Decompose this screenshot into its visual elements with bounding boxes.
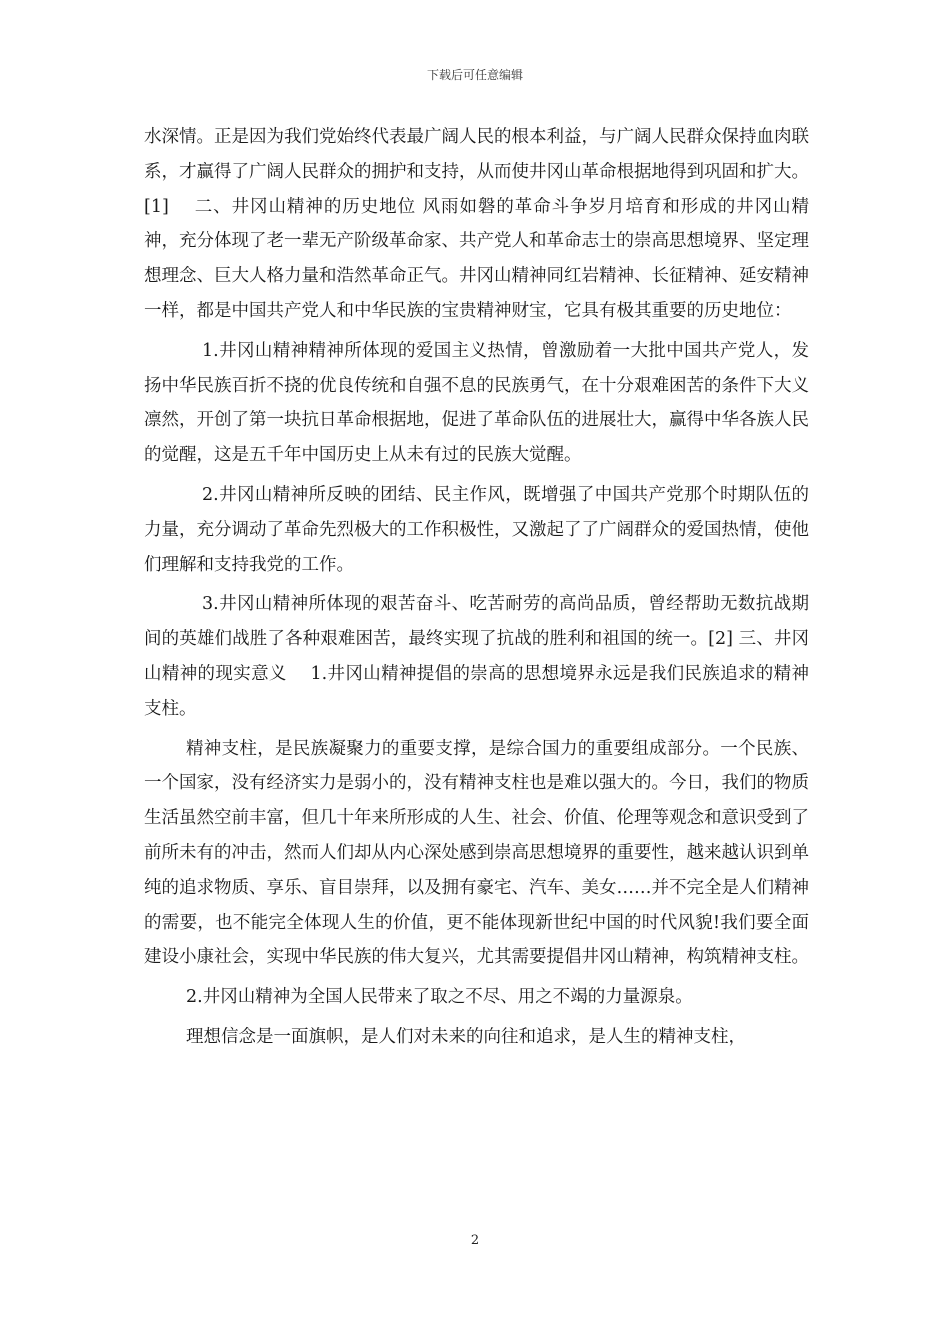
paragraph-ideals: 理想信念是一面旗帜，是人们对未来的向往和追求，是人生的精神支柱， (186, 1026, 746, 1047)
paragraph-power-source: 2.井冈山精神为全国人民带来了取之不尽、用之不竭的力量源泉。 (186, 987, 693, 1008)
page-header-note: 下载后可任意编辑 (426, 68, 523, 82)
document-body (144, 120, 809, 1060)
paragraph-spiritual-pillar: 精神支柱，是民族凝聚力的重要支撑，是综合国力的重要组成部分。一个民族、一个国家，没有经济实力是弱小的，没有精神支柱也是难以强大的。今日，我们的物质生活虽然空前丰富，但几十年来所形成的人生、社会、价值、伦理等观念和意识受到了前所未有的冲击，然而人们却从内心深处感到崇高思想境界的重要性，越来越认识到单纯的追求物质、享乐、盲目崇拜，以及拥有豪宅、汽车、美女……并不完全是人们精神的需要，也不能完全体现人生的价值，更不能体现新世纪中国的时代风貌!我们要全面建设小康社会，实现中华民族的伟大复兴，尤其需要提倡井冈山精神，构筑精神支柱。 (144, 738, 809, 968)
page-number: 2 (470, 1233, 480, 1248)
paragraph-point-3: 3.井冈山精神所体现的艰苦奋斗、吃苦耐劳的高尚品质，曾经帮助无数抗战期间的英雄们战胜了各种艰难困苦，最终实现了抗战的胜利和祖国的统一。[2] 三、井冈山精神的现实意义 1.井冈山精神提倡的崇高的思想境界永远是我们民族追求的精神支柱。 (144, 594, 809, 719)
paragraph-point-1: 1.井冈山精神精神所体现的爱国主义热情，曾激励着一大批中国共产党人，发扬中华民族百折不挠的优良传统和自强不息的民族勇气，在十分艰难困苦的条件下大义凛然，开创了第一块抗日革命根据地，促进了革命队伍的进展壮大，赢得中华各族人民的觉醒，这是五千年中国历史上从未有过的民族大觉醒。 (144, 340, 809, 466)
paragraph-intro: 水深情。正是因为我们党始终代表最广阔人民的根本利益，与广阔人民群众保持血肉联系，才赢得了广阔人民群众的拥护和支持，从而使井冈山革命根据地得到巩固和扩大。[1] 二、井冈山精神的历史地位 风雨如磐的革命斗争岁月培育和形成的井冈山精神，充分体现了老一辈无产阶级革命家、共产党人和革命志士的崇高思想境界、坚定理想理念、巨大人格力量和浩然革命正气。井冈山精神同红岩精神、长征精神、延安精神一样，都是中国共产党人和中华民族的宝贵精神财宝，它具有极其重要的历史地位： (144, 127, 809, 321)
paragraph-point-2: 2.井冈山精神所反映的团结、民主作风，既增强了中国共产党那个时期队伍的力量，充分调动了革命先烈极大的工作积极性，又激起了了广阔群众的爱国热情，使他们理解和支持我党的工作。 (144, 484, 809, 575)
